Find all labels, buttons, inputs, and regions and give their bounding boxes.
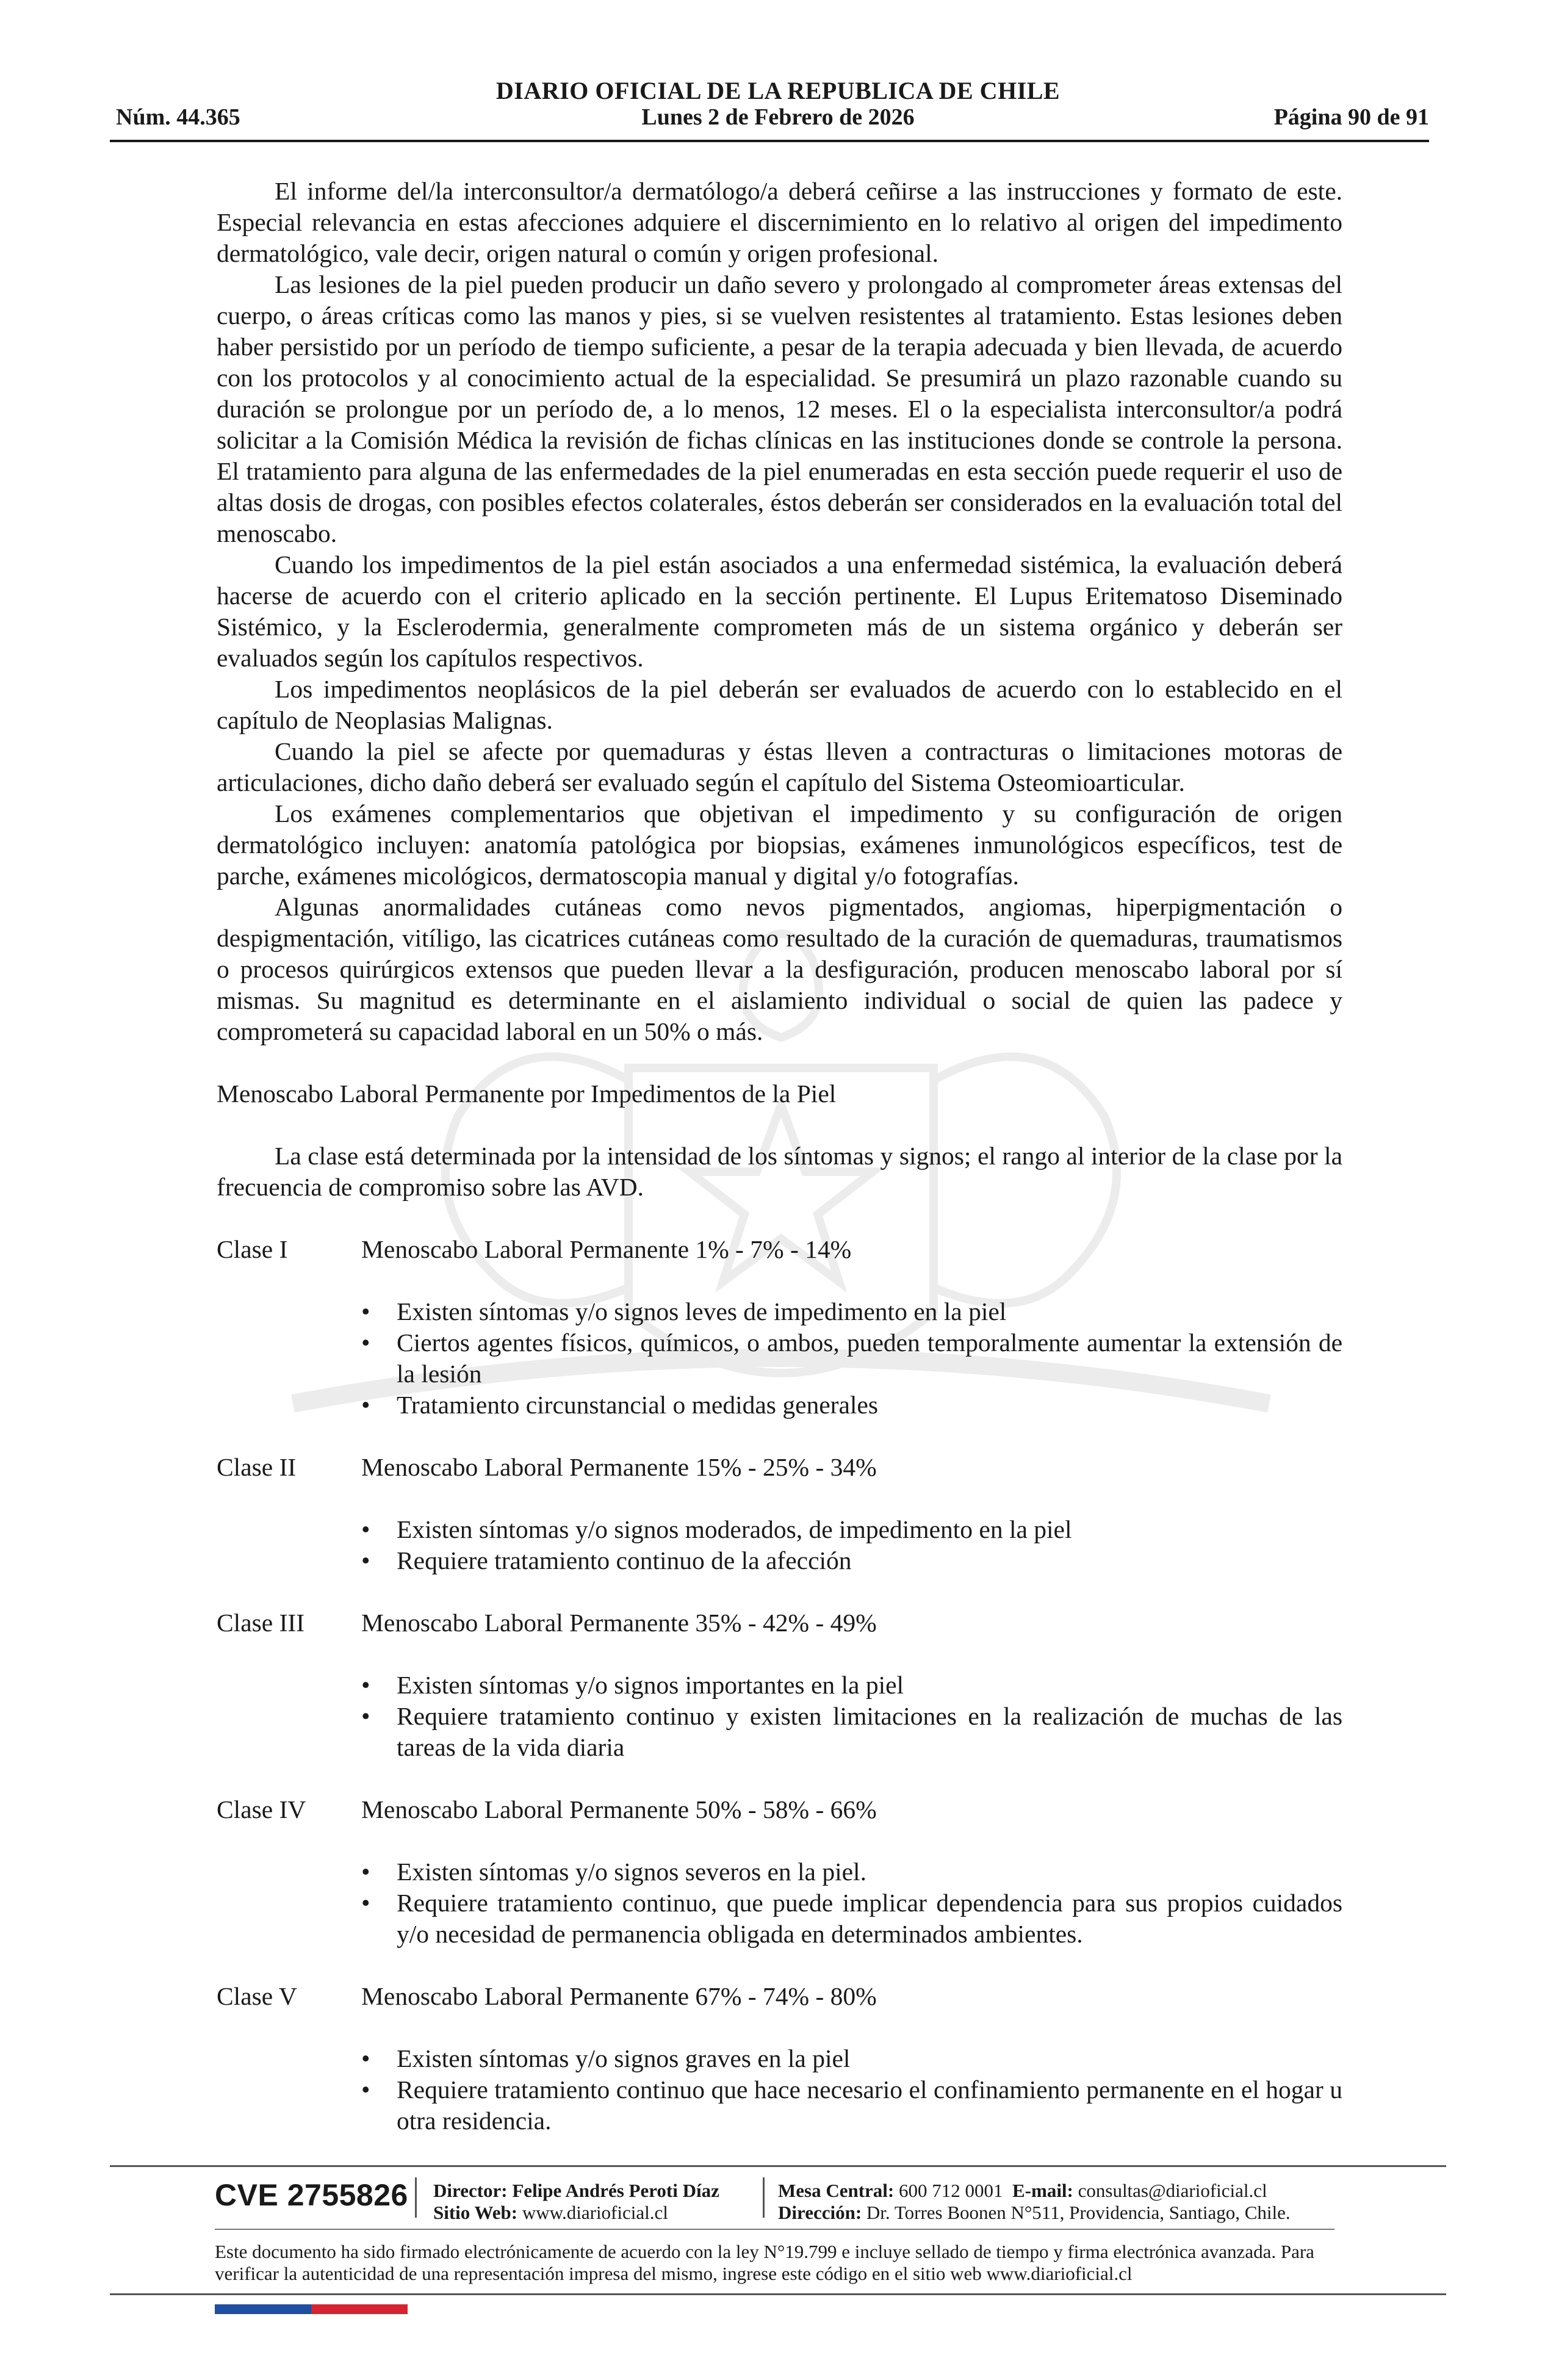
email-link[interactable]: consultas@diarioficial.cl bbox=[1078, 2180, 1267, 2201]
list-item: • Existen síntomas y/o signos moderados, de impedimento en la piel bbox=[361, 1514, 1342, 1545]
paragraph: Los impedimentos neoplásicos de la piel deberán ser evaluados de acuerdo con lo establecido en el capítulo de Neoplasias Malignas. bbox=[217, 675, 1342, 734]
footer-divider bbox=[215, 2229, 1334, 2230]
class-description: Menoscabo Laboral Permanente 1% - 7% - 14% bbox=[361, 1235, 852, 1263]
class-name: Clase III bbox=[217, 1609, 305, 1637]
director-label: Director: bbox=[433, 2180, 508, 2201]
class-description: Menoscabo Laboral Permanente 67% - 74% - 80% bbox=[361, 1982, 877, 2010]
class-description: Menoscabo Laboral Permanente 35% - 42% - 49% bbox=[361, 1609, 877, 1637]
class-name: Clase II bbox=[217, 1453, 297, 1481]
list-item: • Requiere tratamiento continuo de la afección bbox=[361, 1545, 1342, 1576]
class-name: Clase I bbox=[217, 1235, 288, 1263]
bullet-list bbox=[217, 1296, 1342, 1421]
address-label: Dirección: bbox=[778, 2202, 862, 2223]
director-name: Felipe Andrés Peroti Díaz bbox=[512, 2180, 719, 2201]
section-intro: La clase está determinada por la intensidad de los síntomas y signos; el rango al interior de la clase por la frecuencia de compromiso sobre las AVD. bbox=[217, 1142, 1342, 1201]
bullet-list bbox=[217, 1670, 1342, 1763]
list-item: • Existen síntomas y/o signos severos en la piel. bbox=[361, 1856, 1342, 1888]
class-block-5 bbox=[217, 1981, 1342, 2137]
issue-number: Núm. 44.365 bbox=[116, 104, 240, 130]
website-link[interactable]: www.diarioficial.cl bbox=[522, 2202, 668, 2223]
list-item: • Tratamiento circunstancial o medidas generales bbox=[361, 1390, 1342, 1421]
footer-rule bbox=[110, 2165, 1446, 2167]
paragraph: Algunas anormalidades cutáneas como nevos pigmentados, angiomas, hiperpigmentación o despigmentación, vitíligo, las cicatrices cutáneas como resultado de la curación de quemaduras, traumatismos o procesos quirúrgicos extensos que pueden llevar a la desfiguración, producen menoscabo laboral por sí mismas. Su magnitud es determinante en el aislamiento individual o social de quien las padece y comprometerá su capacidad laboral en un 50% o más. bbox=[217, 893, 1342, 1045]
class-description: Menoscabo Laboral Permanente 50% - 58% - 66% bbox=[361, 1795, 877, 1823]
flag-stripe-blue bbox=[215, 2304, 311, 2314]
class-block-2 bbox=[217, 1452, 1342, 1576]
bullet-list bbox=[217, 2043, 1342, 2137]
class-name: Clase IV bbox=[217, 1795, 306, 1823]
website-label: Sitio Web: bbox=[433, 2202, 518, 2223]
class-description: Menoscabo Laboral Permanente 15% - 25% - 34% bbox=[361, 1453, 877, 1481]
class-name: Clase V bbox=[217, 1982, 297, 2010]
flag-stripe-red bbox=[311, 2304, 408, 2314]
bullet-list bbox=[217, 1514, 1342, 1576]
class-block-1 bbox=[217, 1234, 1342, 1421]
paragraph: Las lesiones de la piel pueden producir un daño severo y prolongado al comprometer áreas extensas del cuerpo, o áreas críticas como las manos y pies, si se vuelven resistentes al tratamiento. Estas lesiones deben haber persistido por un período de tiempo suficiente, a pesar de la terapia adecuada y bien llevada, de acuerdo con los protocolos y al conocimiento actual de la especialidad. Se presumirá un plazo razonable cuando su duración se prolongue por un período de, a lo menos, 12 meses. El o la especialista interconsultor/a podrá solicitar a la Comisión Médica la revisión de fichas clínicas en las instituciones donde se controle la persona. El tratamiento para alguna de las enfermedades de la piel enumeradas en esta sección puede requerir el uso de altas dosis de drogas, con posibles efectos colaterales, éstos deberán ser considerados en la evaluación total del menoscabo. bbox=[217, 270, 1342, 547]
footer-contact-block bbox=[778, 2180, 1291, 2224]
footer-separator bbox=[415, 2177, 417, 2218]
address: Dr. Torres Boonen N°511, Providencia, Santiago, Chile. bbox=[866, 2202, 1291, 2223]
cve-code: CVE 2755826 bbox=[215, 2178, 408, 2212]
paragraph: Cuando los impedimentos de la piel están asociados a una enfermedad sistémica, la evaluación deberá hacerse de acuerdo con el criterio aplicado en la sección pertinente. El Lupus Eritematoso Diseminado Sistémico, y la Esclerodermia, generalmente comprometen más de un sistema orgánico y deberán ser evaluados según los capítulos respectivos. bbox=[217, 550, 1342, 672]
footer-rule-bottom bbox=[110, 2293, 1446, 2295]
signature-note: Este documento ha sido firmado electrónicamente de acuerdo con la ley N°19.799 e incluye sellado de tiempo y firma electrónica avanzada. Para verificar la autenticidad de una representación impresa del mismo, ingrese este código en el sitio web www.diarioficial.cl bbox=[215, 2241, 1314, 2284]
phone-label: Mesa Central: bbox=[778, 2180, 895, 2201]
bullet-list bbox=[217, 1856, 1342, 1950]
document-body bbox=[217, 176, 1342, 2137]
page-indicator: Página 90 de 91 bbox=[1273, 104, 1429, 130]
paragraph: Los exámenes complementarios que objetivan el impedimento y su configuración de origen dermatológico incluyen: anatomía patológica por biopsias, exámenes inmunológicos específicos, test de parche, exámenes micológicos, dermatoscopia manual y digital y/o fotografías. bbox=[217, 799, 1342, 890]
list-item: • Requiere tratamiento continuo que hace necesario el confinamiento permanente en el hogar u otra residencia. bbox=[361, 2074, 1342, 2137]
list-item: • Requiere tratamiento continuo, que puede implicar dependencia para sus propios cuidados y/o necesidad de permanencia obligada en determinados ambientes. bbox=[361, 1888, 1342, 1950]
paragraph: El informe del/la interconsultor/a dermatólogo/a deberá ceñirse a las instrucciones y formato de este. Especial relevancia en estas afecciones adquiere el discernimiento en lo relativo al origen del impedimento dermatológico, vale decir, origen natural o común y origen profesional. bbox=[217, 177, 1342, 267]
list-item: • Requiere tratamiento continuo y existen limitaciones en la realización de muchas de las tareas de la vida diaria bbox=[361, 1701, 1342, 1763]
issue-date: Lunes 2 de Febrero de 2026 bbox=[641, 104, 915, 130]
email-label: E-mail: bbox=[1012, 2180, 1073, 2201]
list-item: • Ciertos agentes físicos, químicos, o ambos, pueden temporalmente aumentar la extensión de la lesión bbox=[361, 1327, 1342, 1390]
footer-separator bbox=[763, 2177, 765, 2218]
list-item: • Existen síntomas y/o signos importantes en la piel bbox=[361, 1670, 1342, 1701]
list-item: • Existen síntomas y/o signos graves en la piel bbox=[361, 2043, 1342, 2074]
class-block-4 bbox=[217, 1794, 1342, 1950]
paragraph: Cuando la piel se afecte por quemaduras y éstas lleven a contracturas o limitaciones motoras de articulaciones, dicho daño deberá ser evaluado según el capítulo del Sistema Osteomioarticular. bbox=[217, 737, 1342, 796]
newspaper-title: DIARIO OFICIAL DE LA REPUBLICA DE CHILE bbox=[495, 77, 1061, 104]
list-item: • Existen síntomas y/o signos leves de impedimento en la piel bbox=[361, 1296, 1342, 1327]
section-title: Menoscabo Laboral Permanente por Impedimentos de la Piel bbox=[217, 1080, 837, 1108]
phone-number: 600 712 0001 bbox=[899, 2180, 1003, 2201]
header-rule bbox=[110, 140, 1429, 142]
footer-director-block bbox=[433, 2180, 719, 2224]
class-block-3 bbox=[217, 1607, 1342, 1763]
